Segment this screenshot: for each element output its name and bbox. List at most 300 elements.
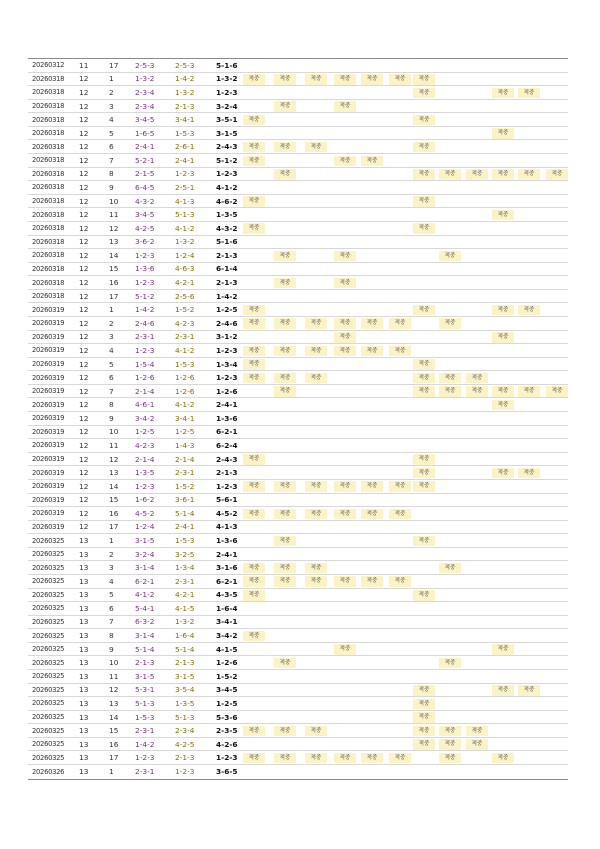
table-row xyxy=(28,711,568,725)
round-cell: 12 xyxy=(79,305,89,315)
round-cell: 12 xyxy=(79,155,89,165)
hit-badge: 적중 xyxy=(413,685,435,696)
hit-badge: 적중 xyxy=(413,88,435,99)
combo-2-cell: 2-5-3 xyxy=(175,60,195,70)
table-row xyxy=(28,656,568,670)
hit-badge: 적중 xyxy=(413,468,435,479)
hit-badge: 적중 xyxy=(413,712,435,723)
combo-2-cell: 1-3-2 xyxy=(175,237,195,247)
combo-2-cell: 3-4-1 xyxy=(175,115,195,125)
hit-badge: 적중 xyxy=(518,88,540,99)
result-cell: 1-5-2 xyxy=(216,671,238,681)
hit-badge: 적중 xyxy=(439,658,461,669)
combo-2-cell: 4-2-5 xyxy=(175,739,195,749)
race-cell: 7 xyxy=(109,386,114,396)
hit-badge: 적중 xyxy=(361,753,383,764)
date-cell: 20260325 xyxy=(32,550,65,559)
round-cell: 12 xyxy=(79,427,89,437)
result-cell: 3-4-5 xyxy=(216,685,238,695)
race-cell: 4 xyxy=(109,576,114,586)
combo-1-cell: 2-1-4 xyxy=(135,454,155,464)
combo-2-cell: 4-1-2 xyxy=(175,400,195,410)
combo-1-cell: 2-5-3 xyxy=(135,60,155,70)
hit-badge: 적중 xyxy=(274,318,296,329)
hit-badge: 적중 xyxy=(243,74,265,85)
hit-badge: 적중 xyxy=(305,373,327,384)
date-cell: 20260325 xyxy=(32,726,65,735)
combo-2-cell: 3-5-4 xyxy=(175,685,195,695)
hit-badge: 적중 xyxy=(413,386,435,397)
race-cell: 11 xyxy=(109,210,119,220)
hit-badge: 적중 xyxy=(243,481,265,492)
result-cell: 5-1-6 xyxy=(216,60,238,70)
date-cell: 20260318 xyxy=(32,278,65,287)
combo-1-cell: 2-3-4 xyxy=(135,87,155,97)
hit-badge: 적중 xyxy=(305,726,327,737)
combo-2-cell: 5-1-4 xyxy=(175,508,195,518)
race-cell: 8 xyxy=(109,400,114,410)
table-row xyxy=(28,670,568,684)
table-row xyxy=(28,561,568,575)
date-cell: 20260325 xyxy=(32,617,65,626)
combo-1-cell: 3-1-4 xyxy=(135,563,155,573)
hit-badge: 적중 xyxy=(274,373,296,384)
hit-badge: 적중 xyxy=(439,563,461,574)
round-cell: 12 xyxy=(79,481,89,491)
combo-1-cell: 1-3-2 xyxy=(135,74,155,84)
hit-badge: 적중 xyxy=(389,509,411,520)
combo-1-cell: 2-1-3 xyxy=(135,658,155,668)
combo-1-cell: 3-1-5 xyxy=(135,536,155,546)
combo-1-cell: 2-3-1 xyxy=(135,726,155,736)
table-row xyxy=(28,127,568,141)
combo-1-cell: 1-5-3 xyxy=(135,712,155,722)
combo-2-cell: 3-2-5 xyxy=(175,549,195,559)
round-cell: 12 xyxy=(79,142,89,152)
table-row xyxy=(28,398,568,412)
round-cell: 12 xyxy=(79,210,89,220)
combo-1-cell: 1-2-3 xyxy=(135,278,155,288)
round-cell: 13 xyxy=(79,576,89,586)
race-cell: 10 xyxy=(109,658,119,668)
table-row xyxy=(28,140,568,154)
date-cell: 20260325 xyxy=(32,590,65,599)
round-cell: 12 xyxy=(79,101,89,111)
combo-1-cell: 4-3-2 xyxy=(135,196,155,206)
result-cell: 6-2-1 xyxy=(216,427,238,437)
date-cell: 20260318 xyxy=(32,156,65,165)
date-cell: 20260319 xyxy=(32,441,65,450)
table-row xyxy=(28,426,568,440)
race-cell: 8 xyxy=(109,169,114,179)
date-cell: 20260319 xyxy=(32,373,65,382)
result-cell: 1-2-3 xyxy=(216,753,238,763)
table-row xyxy=(28,765,568,779)
combo-1-cell: 3-1-5 xyxy=(135,671,155,681)
hit-badge: 적중 xyxy=(518,685,540,696)
combo-2-cell: 3-4-1 xyxy=(175,413,195,423)
hit-badge: 적중 xyxy=(305,563,327,574)
combo-1-cell: 2-3-1 xyxy=(135,767,155,777)
date-cell: 20260319 xyxy=(32,332,65,341)
hit-badge: 적중 xyxy=(243,196,265,207)
hit-badge: 적중 xyxy=(413,481,435,492)
race-cell: 12 xyxy=(109,685,119,695)
combo-2-cell: 4-2-1 xyxy=(175,278,195,288)
result-cell: 1-2-3 xyxy=(216,345,238,355)
result-cell: 4-3-2 xyxy=(216,223,238,233)
round-cell: 12 xyxy=(79,345,89,355)
hit-badge: 적중 xyxy=(334,644,356,655)
hit-badge: 적중 xyxy=(518,386,540,397)
result-cell: 4-1-5 xyxy=(216,644,238,654)
combo-1-cell: 6-4-5 xyxy=(135,182,155,192)
round-cell: 11 xyxy=(79,60,89,70)
result-cell: 2-4-1 xyxy=(216,549,238,559)
table-row xyxy=(28,466,568,480)
race-cell: 16 xyxy=(109,739,119,749)
combo-2-cell: 1-5-3 xyxy=(175,128,195,138)
table-row xyxy=(28,371,568,385)
combo-1-cell: 3-1-4 xyxy=(135,631,155,641)
race-cell: 11 xyxy=(109,440,119,450)
race-cell: 7 xyxy=(109,155,114,165)
hit-badge: 적중 xyxy=(274,536,296,547)
combo-2-cell: 5-1-4 xyxy=(175,644,195,654)
result-cell: 2-3-5 xyxy=(216,726,238,736)
combo-1-cell: 2-3-4 xyxy=(135,101,155,111)
table-row xyxy=(28,697,568,711)
combo-2-cell: 1-4-3 xyxy=(175,440,195,450)
round-cell: 12 xyxy=(79,74,89,84)
hit-badge: 적중 xyxy=(334,318,356,329)
combo-1-cell: 5-1-3 xyxy=(135,698,155,708)
hit-badge: 적중 xyxy=(439,373,461,384)
hit-badge: 적중 xyxy=(361,156,383,167)
round-cell: 12 xyxy=(79,128,89,138)
date-cell: 20260319 xyxy=(32,400,65,409)
table-row xyxy=(28,589,568,603)
table-row xyxy=(28,629,568,643)
race-cell: 14 xyxy=(109,481,119,491)
hit-badge: 적중 xyxy=(361,318,383,329)
hit-badge: 적중 xyxy=(274,169,296,180)
hit-badge: 적중 xyxy=(274,481,296,492)
combo-1-cell: 4-5-2 xyxy=(135,508,155,518)
hit-badge: 적중 xyxy=(389,481,411,492)
hit-badge: 적중 xyxy=(492,644,514,655)
table-row xyxy=(28,276,568,290)
hit-badge: 적중 xyxy=(492,332,514,343)
hit-badge: 적중 xyxy=(439,251,461,262)
hit-badge: 적중 xyxy=(274,251,296,262)
race-cell: 13 xyxy=(109,698,119,708)
hit-badge: 적중 xyxy=(413,142,435,153)
combo-2-cell: 2-1-3 xyxy=(175,101,195,111)
round-cell: 13 xyxy=(79,671,89,681)
round-cell: 12 xyxy=(79,373,89,383)
round-cell: 12 xyxy=(79,223,89,233)
date-cell: 20260319 xyxy=(32,509,65,518)
result-cell: 3-2-4 xyxy=(216,101,238,111)
round-cell: 13 xyxy=(79,767,89,777)
race-cell: 5 xyxy=(109,359,114,369)
date-cell: 20260318 xyxy=(32,115,65,124)
race-cell: 15 xyxy=(109,726,119,736)
table-row xyxy=(28,534,568,548)
result-cell: 6-2-4 xyxy=(216,440,238,450)
round-cell: 12 xyxy=(79,87,89,97)
hit-badge: 적중 xyxy=(492,210,514,221)
combo-2-cell: 2-1-4 xyxy=(175,454,195,464)
round-cell: 13 xyxy=(79,726,89,736)
combo-1-cell: 3-4-2 xyxy=(135,413,155,423)
date-cell: 20260325 xyxy=(32,563,65,572)
combo-2-cell: 1-2-4 xyxy=(175,250,195,260)
combo-1-cell: 1-2-3 xyxy=(135,345,155,355)
combo-2-cell: 1-5-3 xyxy=(175,536,195,546)
combo-2-cell: 1-2-3 xyxy=(175,767,195,777)
hit-badge: 적중 xyxy=(389,318,411,329)
combo-2-cell: 2-6-1 xyxy=(175,142,195,152)
round-cell: 12 xyxy=(79,237,89,247)
race-cell: 15 xyxy=(109,264,119,274)
hit-badge: 적중 xyxy=(361,74,383,85)
race-cell: 5 xyxy=(109,128,114,138)
round-cell: 13 xyxy=(79,739,89,749)
round-cell: 13 xyxy=(79,603,89,613)
table-row xyxy=(28,181,568,195)
date-cell: 20260325 xyxy=(32,753,65,762)
hit-badge: 적중 xyxy=(274,509,296,520)
table-row xyxy=(28,412,568,426)
hit-badge: 적중 xyxy=(334,251,356,262)
round-cell: 12 xyxy=(79,250,89,260)
result-cell: 4-5-2 xyxy=(216,508,238,518)
date-cell: 20260319 xyxy=(32,387,65,396)
date-cell: 20260318 xyxy=(32,197,65,206)
hit-badge: 적중 xyxy=(274,278,296,289)
result-cell: 3-4-1 xyxy=(216,617,238,627)
combo-1-cell: 3-4-5 xyxy=(135,115,155,125)
hit-badge: 적중 xyxy=(274,753,296,764)
round-cell: 12 xyxy=(79,264,89,274)
hit-badge: 적중 xyxy=(305,753,327,764)
result-cell: 5-1-6 xyxy=(216,237,238,247)
combo-1-cell: 4-6-1 xyxy=(135,400,155,410)
date-cell: 20260318 xyxy=(32,251,65,260)
result-cell: 1-3-6 xyxy=(216,413,238,423)
round-cell: 13 xyxy=(79,590,89,600)
round-cell: 13 xyxy=(79,698,89,708)
hit-badge: 적중 xyxy=(243,359,265,370)
round-cell: 13 xyxy=(79,549,89,559)
round-cell: 13 xyxy=(79,563,89,573)
combo-1-cell: 6-3-2 xyxy=(135,617,155,627)
hit-badge: 적중 xyxy=(413,536,435,547)
hit-badge: 적중 xyxy=(389,576,411,587)
date-cell: 20260319 xyxy=(32,305,65,314)
date-cell: 20260319 xyxy=(32,495,65,504)
result-cell: 5-1-2 xyxy=(216,155,238,165)
race-cell: 10 xyxy=(109,196,119,206)
race-results-table xyxy=(28,58,568,780)
hit-badge: 적중 xyxy=(305,576,327,587)
race-cell: 14 xyxy=(109,712,119,722)
result-cell: 3-4-2 xyxy=(216,631,238,641)
hit-badge: 적중 xyxy=(243,156,265,167)
combo-2-cell: 1-2-5 xyxy=(175,427,195,437)
race-cell: 7 xyxy=(109,617,114,627)
table-row xyxy=(28,751,568,765)
result-cell: 3-5-1 xyxy=(216,115,238,125)
combo-2-cell: 1-2-3 xyxy=(175,169,195,179)
combo-1-cell: 5-1-2 xyxy=(135,291,155,301)
date-cell: 20260319 xyxy=(32,427,65,436)
combo-2-cell: 1-3-4 xyxy=(175,563,195,573)
date-cell: 20260318 xyxy=(32,129,65,138)
round-cell: 13 xyxy=(79,631,89,641)
hit-badge: 적중 xyxy=(243,373,265,384)
table-row xyxy=(28,616,568,630)
combo-2-cell: 4-1-3 xyxy=(175,196,195,206)
hit-badge: 적중 xyxy=(243,318,265,329)
hit-badge: 적중 xyxy=(334,753,356,764)
table-row xyxy=(28,208,568,222)
table-row xyxy=(28,724,568,738)
date-cell: 20260312 xyxy=(32,61,65,70)
table-row xyxy=(28,684,568,698)
race-cell: 3 xyxy=(109,332,114,342)
result-cell: 1-3-2 xyxy=(216,74,238,84)
date-cell: 20260318 xyxy=(32,210,65,219)
race-cell: 3 xyxy=(109,563,114,573)
race-cell: 17 xyxy=(109,291,119,301)
hit-badge: 적중 xyxy=(243,590,265,601)
table-row xyxy=(28,602,568,616)
hit-badge: 적중 xyxy=(518,169,540,180)
combo-1-cell: 3-2-4 xyxy=(135,549,155,559)
race-cell: 2 xyxy=(109,318,114,328)
hit-badge: 적중 xyxy=(413,373,435,384)
combo-1-cell: 2-1-4 xyxy=(135,386,155,396)
hit-badge: 적중 xyxy=(361,481,383,492)
combo-2-cell: 1-3-2 xyxy=(175,617,195,627)
hit-badge: 적중 xyxy=(305,509,327,520)
round-cell: 13 xyxy=(79,536,89,546)
combo-1-cell: 3-6-2 xyxy=(135,237,155,247)
hit-badge: 적중 xyxy=(334,332,356,343)
table-row xyxy=(28,480,568,494)
race-cell: 12 xyxy=(109,223,119,233)
combo-1-cell: 1-5-4 xyxy=(135,359,155,369)
result-cell: 1-6-4 xyxy=(216,603,238,613)
combo-2-cell: 1-2-6 xyxy=(175,373,195,383)
round-cell: 12 xyxy=(79,291,89,301)
round-cell: 13 xyxy=(79,712,89,722)
result-cell: 5-3-6 xyxy=(216,712,238,722)
table-row xyxy=(28,575,568,589)
round-cell: 12 xyxy=(79,522,89,532)
combo-1-cell: 4-2-3 xyxy=(135,440,155,450)
race-cell: 9 xyxy=(109,182,114,192)
hit-badge: 적중 xyxy=(466,739,488,750)
hit-badge: 적중 xyxy=(546,169,568,180)
date-cell: 20260325 xyxy=(32,604,65,613)
race-cell: 4 xyxy=(109,345,114,355)
combo-2-cell: 5-1-3 xyxy=(175,210,195,220)
date-cell: 20260318 xyxy=(32,102,65,111)
table-row xyxy=(28,86,568,100)
round-cell: 13 xyxy=(79,658,89,668)
combo-2-cell: 4-1-2 xyxy=(175,223,195,233)
combo-2-cell: 1-5-2 xyxy=(175,305,195,315)
hit-badge: 적중 xyxy=(492,305,514,316)
date-cell: 20260318 xyxy=(32,264,65,273)
table-row xyxy=(28,222,568,236)
hit-badge: 적중 xyxy=(413,359,435,370)
hit-badge: 적중 xyxy=(492,685,514,696)
result-cell: 5-6-1 xyxy=(216,495,238,505)
result-cell: 6-1-4 xyxy=(216,264,238,274)
combo-2-cell: 4-2-3 xyxy=(175,318,195,328)
hit-badge: 적중 xyxy=(492,468,514,479)
combo-2-cell: 4-1-5 xyxy=(175,603,195,613)
date-cell: 20260326 xyxy=(32,767,65,776)
table-row xyxy=(28,738,568,752)
hit-badge: 적중 xyxy=(305,481,327,492)
result-cell: 4-1-3 xyxy=(216,522,238,532)
combo-1-cell: 1-6-5 xyxy=(135,128,155,138)
race-cell: 14 xyxy=(109,250,119,260)
hit-badge: 적중 xyxy=(334,481,356,492)
table-row xyxy=(28,154,568,168)
round-cell: 12 xyxy=(79,468,89,478)
date-cell: 20260325 xyxy=(32,631,65,640)
result-cell: 1-2-6 xyxy=(216,658,238,668)
date-cell: 20260325 xyxy=(32,672,65,681)
hit-badge: 적중 xyxy=(334,101,356,112)
hit-badge: 적중 xyxy=(492,128,514,139)
hit-badge: 적중 xyxy=(305,142,327,153)
date-cell: 20260319 xyxy=(32,319,65,328)
result-cell: 1-3-6 xyxy=(216,536,238,546)
combo-1-cell: 1-2-5 xyxy=(135,427,155,437)
hit-badge: 적중 xyxy=(413,590,435,601)
date-cell: 20260318 xyxy=(32,237,65,246)
combo-1-cell: 5-4-1 xyxy=(135,603,155,613)
combo-1-cell: 5-1-4 xyxy=(135,644,155,654)
combo-1-cell: 4-1-2 xyxy=(135,590,155,600)
round-cell: 12 xyxy=(79,278,89,288)
result-cell: 1-2-3 xyxy=(216,169,238,179)
date-cell: 20260318 xyxy=(32,183,65,192)
hit-badge: 적중 xyxy=(243,631,265,642)
round-cell: 13 xyxy=(79,617,89,627)
race-cell: 12 xyxy=(109,454,119,464)
result-cell: 1-2-5 xyxy=(216,305,238,315)
date-cell: 20260318 xyxy=(32,88,65,97)
combo-1-cell: 5-2-1 xyxy=(135,155,155,165)
combo-2-cell: 3-6-1 xyxy=(175,495,195,505)
hit-badge: 적중 xyxy=(518,305,540,316)
race-cell: 10 xyxy=(109,427,119,437)
combo-2-cell: 4-1-2 xyxy=(175,345,195,355)
result-cell: 3-1-2 xyxy=(216,332,238,342)
date-cell: 20260319 xyxy=(32,414,65,423)
hit-badge: 적중 xyxy=(274,563,296,574)
hit-badge: 적중 xyxy=(413,169,435,180)
